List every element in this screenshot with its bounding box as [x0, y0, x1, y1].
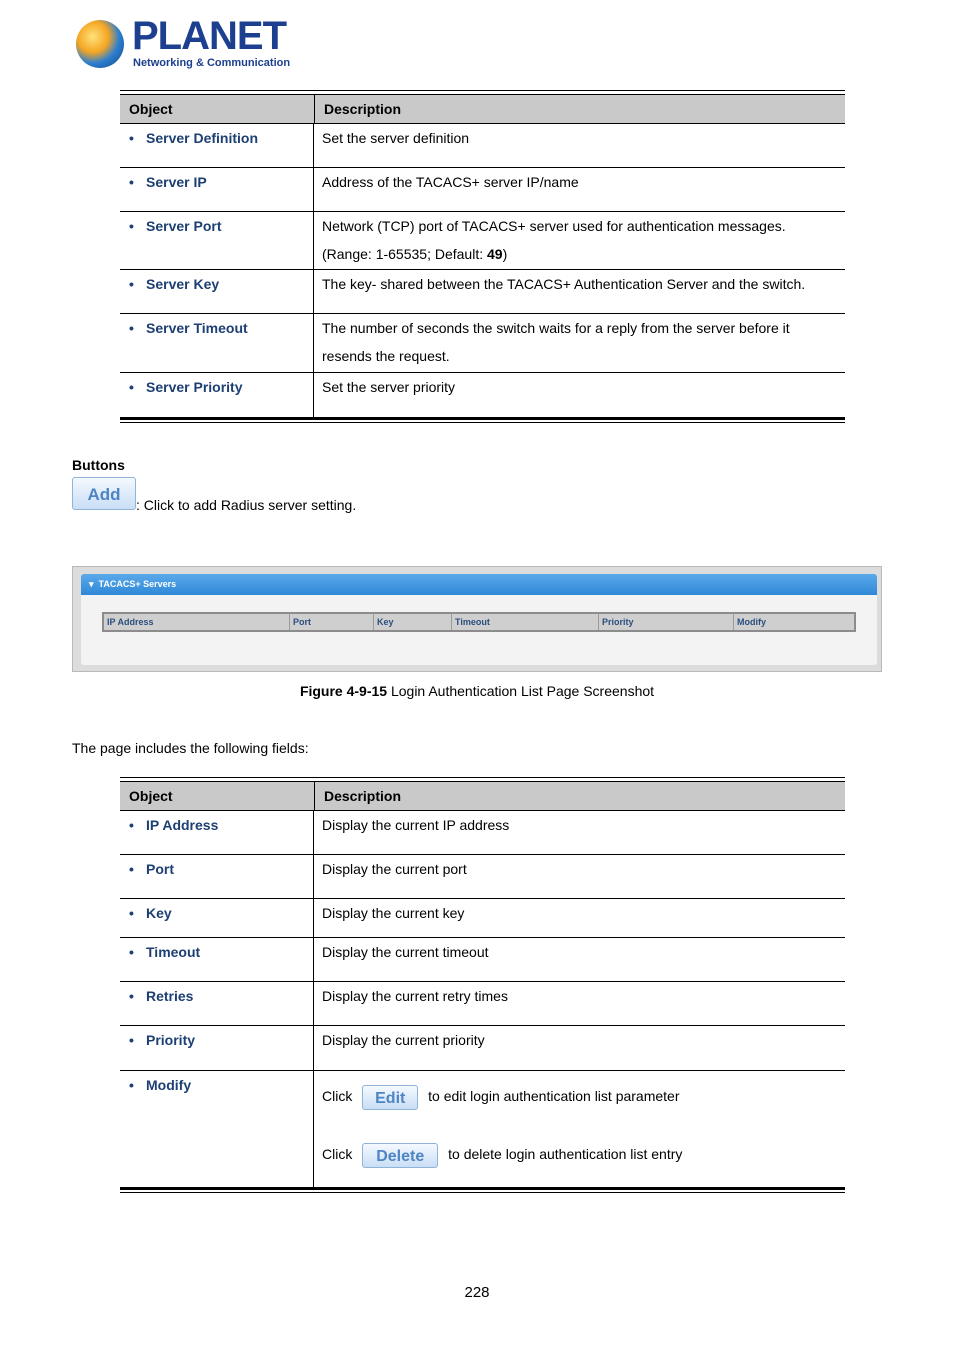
globe-icon — [76, 20, 124, 68]
description-text: Display the current retry times — [322, 988, 508, 1004]
object-name: Modify — [146, 1077, 192, 1093]
figure-caption: Figure 4-9-15 Login Authentication List Page Screenshot — [299, 683, 655, 699]
column-ip-address: IP Address — [104, 614, 290, 630]
table-row: • IP Address Display the current IP address — [120, 811, 845, 855]
table-row: • Port Display the current port — [120, 855, 845, 899]
object-name: Priority — [146, 1032, 196, 1048]
header-object: Object — [120, 95, 315, 123]
buttons-heading: Buttons — [72, 457, 125, 473]
description-text: Display the current key — [322, 905, 465, 921]
table-row: • Retries Display the current retry times — [120, 982, 845, 1026]
server-fields-table — [120, 90, 845, 423]
object-name: Key — [146, 905, 172, 921]
add-button[interactable]: Add — [72, 477, 136, 510]
servers-table-header — [102, 612, 856, 632]
table-row: • Server Timeout The number of seconds the switch waits for a reply from the server before it resends the request. — [120, 314, 845, 373]
add-button-description: : Click to add Radius server setting. — [136, 497, 357, 513]
panel-title: ▾ TACACS+ Servers — [81, 574, 877, 595]
column-key: Key — [374, 614, 452, 630]
table-row: • Timeout Display the current timeout — [120, 938, 845, 982]
table-row: • Priority Display the current priority — [120, 1026, 845, 1071]
logo-tagline: Networking & Communication — [133, 57, 291, 69]
description-text: Display the current timeout — [322, 944, 489, 960]
object-name: Server Priority — [146, 379, 243, 395]
description-text: Set the server definition — [322, 130, 470, 146]
header-description: Description — [324, 788, 402, 804]
delete-button[interactable]: Delete — [362, 1143, 438, 1168]
edit-description: Click Edit to edit login authentication list parameter — [322, 1081, 845, 1111]
planet-logo — [76, 14, 291, 74]
logo-name: PLANET — [132, 14, 286, 58]
description-text: resends the request. — [322, 348, 450, 364]
header-object: Object — [120, 782, 315, 810]
object-name: Server Key — [146, 276, 220, 292]
table-row: • Server Key The key- shared between the TACACS+ Authentication Server and the switch. — [120, 270, 845, 314]
intro-text: The page includes the following fields: — [72, 740, 309, 756]
table-row: • Key Display the current key — [120, 899, 845, 938]
description-text: Network (TCP) port of TACACS+ server used for authentication messages. — [322, 218, 786, 234]
table-row-modify: • Modify Click Edit to edit login authentication list parameter Click Delete to delete login authentication list entry — [120, 1071, 845, 1187]
description-text: Display the current port — [322, 861, 467, 877]
table-row: • Server Definition Set the server definition — [120, 124, 845, 168]
description-text: The number of seconds the switch waits for a reply from the server before it — [322, 320, 790, 336]
column-priority: Priority — [599, 614, 734, 630]
object-name: Timeout — [146, 944, 201, 960]
description-text: Display the current IP address — [322, 817, 510, 833]
object-name: Server IP — [146, 174, 207, 190]
column-port: Port — [290, 614, 374, 630]
column-modify: Modify — [737, 617, 766, 627]
edit-button[interactable]: Edit — [362, 1085, 418, 1110]
table-row: • Server IP Address of the TACACS+ server IP/name — [120, 168, 845, 212]
description-text: Address of the TACACS+ server IP/name — [322, 174, 579, 190]
object-name: Server Timeout — [146, 320, 248, 336]
object-name: Port — [146, 861, 174, 877]
table-row: • Server Priority Set the server priority — [120, 373, 845, 417]
table-row: • Server Port Network (TCP) port of TACACS+ server used for authentication messages. (Range: 1-65535; Default: 49) — [120, 212, 845, 270]
object-name: Server Definition — [146, 130, 259, 146]
object-name: Server Port — [146, 218, 222, 234]
description-text: The key- shared between the TACACS+ Authentication Server and the switch. — [322, 276, 806, 292]
column-timeout: Timeout — [452, 614, 599, 630]
description-text: Set the server priority — [322, 379, 456, 395]
object-name: Retries — [146, 988, 194, 1004]
description-text: Display the current priority — [322, 1032, 485, 1048]
delete-description: Click Delete to delete login authentication list entry — [322, 1139, 845, 1169]
object-name: IP Address — [146, 817, 219, 833]
header-description: Description — [324, 101, 402, 117]
tacacs-servers-screenshot — [72, 566, 882, 672]
list-fields-table — [120, 777, 845, 1193]
page-number: 228 — [464, 1284, 490, 1301]
description-range: (Range: 1-65535; Default: 49) — [322, 246, 508, 262]
